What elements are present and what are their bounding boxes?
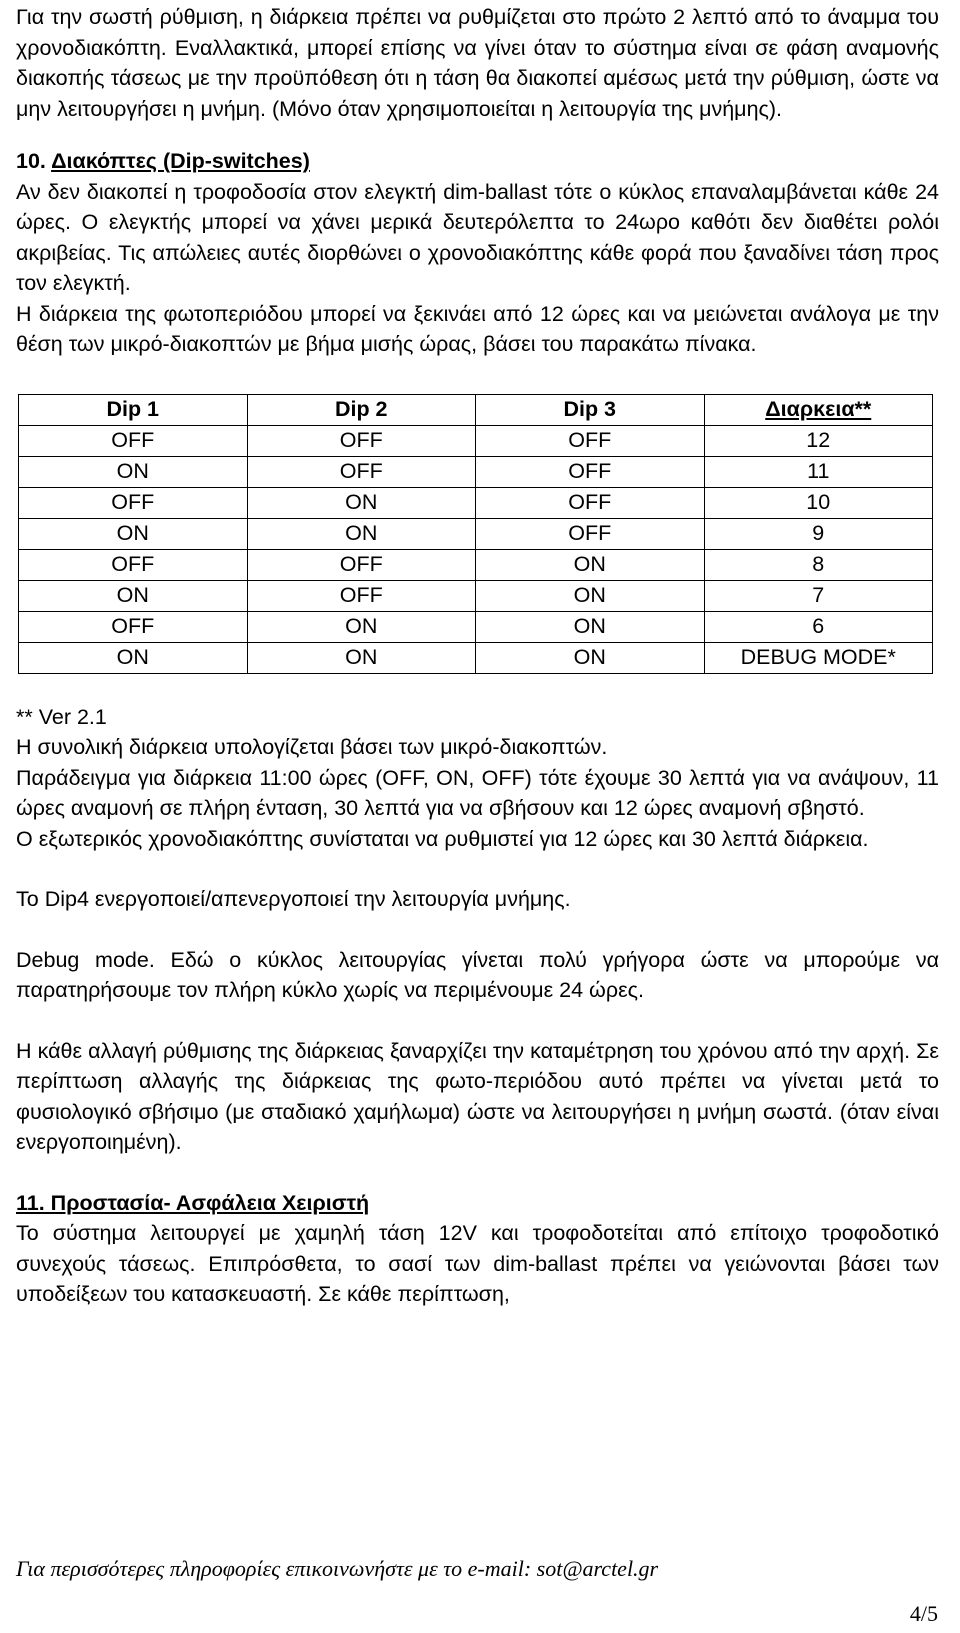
table-cell: 9	[704, 518, 933, 549]
example-note: Παράδειγμα για διάρκεια 11:00 ώρες (OFF, ON, OFF) τότε έχουμε 30 λεπτά για να ανάψουν, 11 ώρες αναμονή σε πλήρη ένταση, 30 λεπτά για να σβήσουν και 12 ώρες αναμονή σβηστό.	[16, 765, 939, 820]
header-duration-label: Διαρκεια**	[765, 397, 872, 421]
table-cell: OFF	[476, 518, 705, 549]
table-row	[19, 549, 933, 580]
table-cell: ON	[476, 642, 705, 673]
table-cell: ON	[247, 611, 476, 642]
table-row	[19, 456, 933, 487]
table-cell: 12	[704, 425, 933, 456]
header-dip3: Dip 3	[476, 394, 705, 425]
table-cell: OFF	[476, 425, 705, 456]
notes-block	[16, 702, 939, 1188]
table-cell: OFF	[19, 487, 248, 518]
table-header-row	[19, 394, 933, 425]
section-10-number: 10.	[16, 149, 46, 173]
debug-note: Debug mode. Εδώ ο κύκλος λειτουργίας γίνεται πολύ γρήγορα ώστε να μπορούμε να παρατηρήσουμε τον πλήρη κύκλο χωρίς να περιμένουμε 24 ώρες.	[16, 947, 939, 1002]
table-cell: OFF	[476, 487, 705, 518]
table-cell: 8	[704, 549, 933, 580]
dip-switch-table	[18, 394, 933, 674]
table-cell: 10	[704, 487, 933, 518]
table-cell: OFF	[247, 580, 476, 611]
table-cell: ON	[476, 611, 705, 642]
table-cell: OFF	[476, 456, 705, 487]
header-dip1: Dip 1	[19, 394, 248, 425]
external-timer-note: Ο εξωτερικός χρονοδιακόπτης συνίσταται να ρυθμιστεί για 12 ώρες και 30 λεπτά διάρκεια.	[16, 826, 869, 851]
table-cell: OFF	[19, 611, 248, 642]
table-cell: ON	[247, 487, 476, 518]
table-cell: 7	[704, 580, 933, 611]
table-row	[19, 425, 933, 456]
table-row	[19, 642, 933, 673]
table-cell: OFF	[19, 425, 248, 456]
table-cell: 6	[704, 611, 933, 642]
spacer	[16, 1006, 939, 1036]
table-cell: OFF	[247, 549, 476, 580]
spacer	[16, 915, 939, 945]
intro-paragraph: Για την σωστή ρύθμιση, η διάρκεια πρέπει να ρυθμίζεται στο πρώτο 2 λεπτό από το άναμμα του χρονοδιακόπτη. Εναλλακτικά, μπορεί επίσης να γίνει όταν το σύστημα είναι σε φάση αναμονής διακοπής τάσεως με την προϋπόθεση ότι η τάση θα διακοπεί αμέσως μετά την ρύθμιση, ώστε να μην λειτουργήσει η μνήμη. (Μόνο όταν χρησιμοποιείται η λειτουργία της μνήμης).	[16, 5, 939, 121]
table-cell: ON	[19, 518, 248, 549]
table-cell: OFF	[19, 549, 248, 580]
footer-contact: Για περισσότερες πληροφορίες επικοινωνήστε με το e-mail: sot@arctel.gr	[16, 1556, 659, 1581]
document-page	[16, 0, 939, 1310]
section-11-heading: 11. Προστασία- Ασφάλεια Χειριστή	[16, 1190, 370, 1215]
table-row	[19, 487, 933, 518]
table-row	[19, 611, 933, 642]
header-dip2: Dip 2	[247, 394, 476, 425]
table-cell: ON	[19, 456, 248, 487]
page-number: 4/5	[909, 1601, 938, 1626]
table-cell: ON	[247, 642, 476, 673]
dip4-note: Το Dip4 ενεργοποιεί/απενεργοποιεί την λειτουργία μνήμης.	[16, 887, 571, 911]
table-cell: ON	[19, 580, 248, 611]
table-cell: ON	[476, 549, 705, 580]
table-cell: ON	[247, 518, 476, 549]
table-cell: DEBUG MODE*	[704, 642, 933, 673]
section-10-paragraph-2: Η διάρκεια της φωτοπεριόδου μπορεί να ξεκινάει από 12 ώρες και να μειώνεται ανάλογα με την θέση των μικρό-διακοπτών με βήμα μισής ώρας, βάσει του παρακάτω πίνακα.	[16, 301, 939, 356]
spacer	[16, 854, 939, 884]
version-note: ** Ver 2.1	[16, 704, 107, 729]
table-cell: 11	[704, 456, 933, 487]
section-11-paragraph: Το σύστημα λειτουργεί με χαμηλή τάση 12V και τροφοδοτείται από επίτοιχο τροφοδοτικό συνεχούς τάσεως. Επιπρόσθετα, το σασί των dim-ballast πρέπει να γειώνονται βάσει των υποδείξεων του κατασκευαστή. Σε κάθε περίπτωση,	[16, 1221, 939, 1306]
spacer	[16, 1158, 939, 1188]
section-10-title: Διακόπτες (Dip-switches)	[51, 149, 310, 173]
section-10-paragraph-1: Αν δεν διακοπεί η τροφοδοσία στον ελεγκτή dim-ballast τότε ο κύκλος επαναλαμβάνεται κάθε 24 ώρες. Ο ελεγκτής μπορεί να χάνει μερικά δευτερόλεπτα το 24ωρο καθότι δεν διαθέτει ρολόι ακριβείας. Τις απώλειες αυτές διορθώνει ο χρονοδιακόπτης κάθε φορά που ξαναδίνει τάση προς τον ελεγκτή.	[16, 179, 939, 295]
table-row	[19, 518, 933, 549]
table-row	[19, 580, 933, 611]
section-10-heading	[16, 146, 939, 177]
table-cell: ON	[19, 642, 248, 673]
reset-note: Η κάθε αλλαγή ρύθμισης της διάρκειας ξαναρχίζει την καταμέτρηση του χρόνου από την αρχή. Σε περίπτωση αλλαγής της διάρκειας της φωτο-περιόδου αυτό πρέπει να γίνεται μετά το φυσιολογικό σβήσιμο (με σταδιακό χαμήλωμα) ώστε να λειτουργήσει η μνήμη σωστά. (όταν είναι ενεργοποιημένη).	[16, 1038, 939, 1154]
table-cell: OFF	[247, 425, 476, 456]
header-duration	[704, 394, 933, 425]
total-duration-note: Η συνολική διάρκεια υπολογίζεται βάσει των μικρό-διακοπτών.	[16, 735, 608, 759]
table-cell: ON	[476, 580, 705, 611]
table-cell: OFF	[247, 456, 476, 487]
